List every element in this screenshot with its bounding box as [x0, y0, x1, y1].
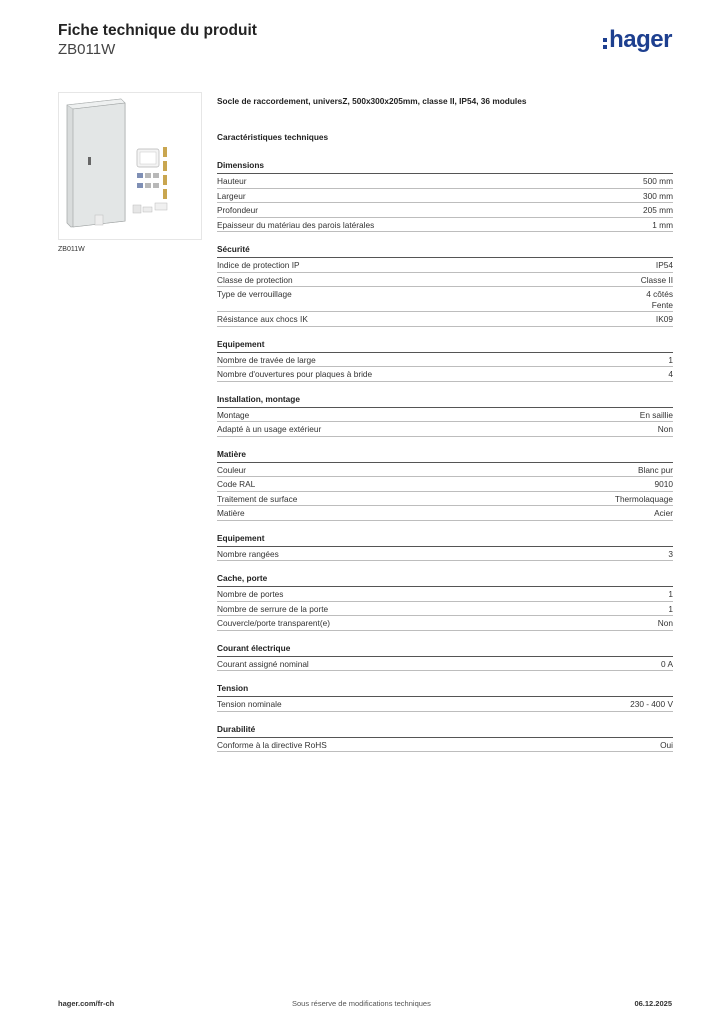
spec-label: Epaisseur du matériau des parois latérales	[217, 219, 375, 230]
spec-row	[217, 174, 673, 189]
spec-value-line: 3	[668, 548, 673, 559]
logo-dots-icon	[603, 38, 607, 49]
spec-value	[660, 740, 673, 751]
section-title: Installation, montage	[217, 394, 673, 408]
spec-value	[668, 589, 673, 600]
spec-value-line: IK09	[655, 314, 673, 324]
spec-row	[217, 657, 673, 672]
spec-label: Nombre de travée de large	[217, 354, 316, 365]
spec-label: Code RAL	[217, 479, 256, 489]
spec-value-line: Acier	[654, 508, 673, 518]
product-reference: ZB011W	[58, 41, 116, 58]
spec-label: Nombre de portes	[217, 589, 284, 599]
spec-label: Nombre rangées	[217, 548, 279, 559]
spec-value	[668, 604, 673, 615]
spec-value	[668, 355, 673, 366]
hager-logo	[603, 28, 672, 52]
spec-label: Couvercle/porte transparent(e)	[217, 618, 330, 628]
spec-row	[217, 422, 673, 437]
enclosure-illustration-icon	[59, 93, 201, 239]
spec-row	[217, 189, 673, 204]
spec-row	[217, 463, 673, 478]
spec-row	[217, 408, 673, 423]
spec-value	[615, 494, 673, 505]
spec-label: Tension nominale	[217, 699, 282, 709]
spec-value-line: En saillie	[639, 409, 673, 420]
spec-value-line: 0 A	[661, 658, 673, 669]
spec-value-line: 300 mm	[643, 190, 673, 201]
spec-value	[641, 275, 673, 286]
footer-date: 06.12.2025	[634, 999, 672, 1008]
section-title: Matière	[217, 449, 673, 463]
spec-row	[217, 477, 673, 492]
section-title: Sécurité	[217, 244, 673, 258]
spec-row	[217, 602, 673, 617]
spec-label: Courant assigné nominal	[217, 658, 309, 669]
spec-section	[217, 339, 673, 382]
spec-value	[643, 205, 673, 216]
spec-value	[656, 314, 673, 325]
spec-row	[217, 492, 673, 507]
spec-value	[643, 176, 673, 187]
spec-value	[630, 699, 673, 710]
spec-row	[217, 203, 673, 218]
spec-row	[217, 506, 673, 521]
spec-value-line: Oui	[660, 739, 673, 750]
spec-value-line: 4 côtés	[646, 289, 673, 299]
spec-label: Largeur	[217, 190, 246, 201]
spec-label: Résistance aux chocs IK	[217, 314, 308, 324]
spec-value-line: Blanc pur	[637, 464, 673, 475]
spec-row	[217, 287, 673, 312]
spec-value	[643, 191, 673, 202]
spec-row	[217, 258, 673, 273]
spec-content	[217, 96, 673, 764]
product-description: Socle de raccordement, universZ, 500x300x205mm, classe II, IP54, 36 modules	[217, 96, 527, 106]
spec-label: Conforme à la directive RoHS	[217, 739, 327, 750]
spec-value-line: 500 mm	[643, 176, 673, 186]
image-caption: ZB011W	[58, 246, 85, 253]
spec-row	[217, 218, 673, 233]
spec-section	[217, 573, 673, 631]
spec-value	[655, 479, 673, 490]
spec-section	[217, 724, 673, 753]
spec-row	[217, 738, 673, 753]
spec-label: Indice de protection IP	[217, 260, 300, 270]
spec-value-line: Fente	[651, 299, 673, 310]
footer-disclaimer: Sous réserve de modifications techniques	[292, 999, 431, 1008]
spec-value	[668, 549, 673, 560]
spec-label: Type de verrouillage	[217, 289, 292, 299]
product-image	[58, 92, 202, 240]
spec-value-line: IP54	[655, 260, 673, 270]
section-title: Dimensions	[217, 160, 673, 174]
spec-value-line: 9010	[654, 479, 673, 489]
spec-value	[661, 659, 673, 670]
spec-row	[217, 353, 673, 368]
spec-section	[217, 533, 673, 562]
document-header	[58, 22, 257, 59]
spec-value	[668, 369, 673, 380]
spec-value-line: Non	[657, 618, 673, 628]
spec-label: Nombre de serrure de la porte	[217, 603, 329, 614]
spec-row	[217, 273, 673, 288]
logo-text: hager	[609, 26, 672, 53]
spec-label: Montage	[217, 409, 250, 420]
spec-value	[638, 465, 673, 476]
spec-label: Couleur	[217, 464, 247, 475]
section-title: Cache, porte	[217, 573, 673, 587]
spec-value-line: 205 mm	[643, 205, 673, 215]
section-title: Equipement	[217, 339, 673, 353]
spec-value-line: 230 - 400 V	[630, 699, 673, 709]
spec-row	[217, 587, 673, 602]
spec-value-line: Non	[657, 424, 673, 434]
spec-value-line: 4	[668, 369, 673, 379]
spec-value	[652, 220, 673, 231]
section-title: Durabilité	[217, 724, 673, 738]
spec-value-line: 1	[668, 589, 673, 599]
spec-value	[640, 410, 673, 421]
spec-section	[217, 449, 673, 521]
footer-website: hager.com/fr-ch	[58, 999, 115, 1008]
spec-section	[217, 683, 673, 712]
spec-row	[217, 367, 673, 382]
spec-value-line: 1 mm	[652, 219, 673, 230]
spec-section	[217, 643, 673, 672]
spec-sections	[217, 160, 673, 752]
spec-label: Classe de protection	[217, 274, 293, 285]
page-title: Fiche technique du produit	[58, 22, 257, 39]
section-title: Equipement	[217, 533, 673, 547]
spec-label: Matière	[217, 508, 245, 518]
spec-value-line: Classe II	[640, 274, 673, 285]
spec-value	[654, 508, 673, 519]
spec-value	[656, 260, 673, 271]
characteristics-title: Caractéristiques techniques	[217, 132, 329, 142]
spec-label: Nombre d'ouvertures pour plaques à bride	[217, 369, 373, 379]
spec-row	[217, 547, 673, 562]
spec-value-line: 1	[668, 354, 673, 365]
spec-label: Adapté à un usage extérieur	[217, 424, 322, 434]
spec-value-line: 1	[668, 603, 673, 614]
spec-row	[217, 312, 673, 327]
spec-section	[217, 394, 673, 437]
spec-value	[658, 618, 673, 629]
spec-value-line: Thermolaquage	[614, 493, 673, 504]
spec-value	[646, 289, 673, 310]
spec-section	[217, 160, 673, 232]
section-title: Tension	[217, 683, 673, 697]
section-title: Courant électrique	[217, 643, 673, 657]
spec-section	[217, 244, 673, 327]
spec-label: Profondeur	[217, 205, 259, 215]
spec-label: Traitement de surface	[217, 493, 298, 504]
spec-row	[217, 697, 673, 712]
spec-value	[658, 424, 673, 435]
spec-label: Hauteur	[217, 176, 247, 186]
spec-row	[217, 616, 673, 631]
